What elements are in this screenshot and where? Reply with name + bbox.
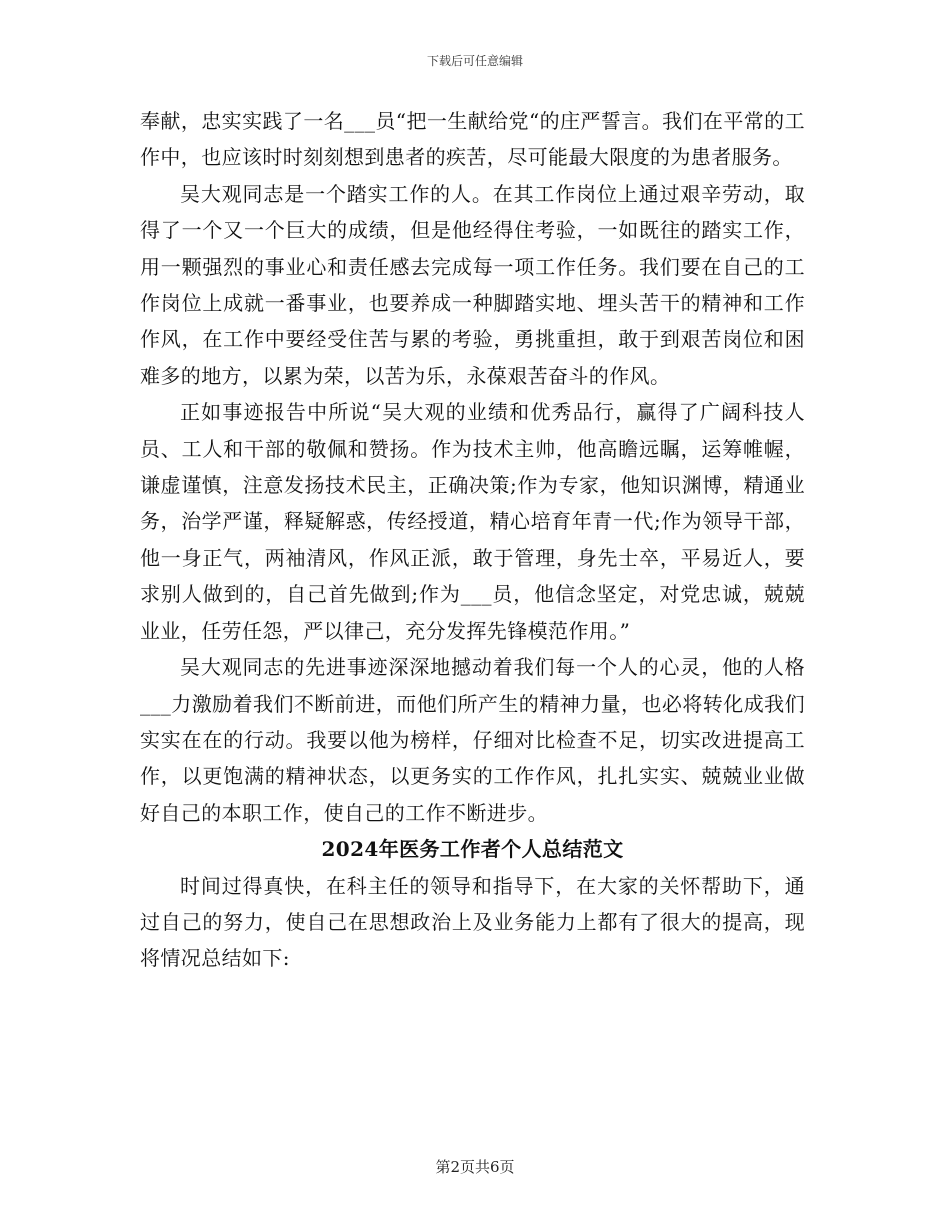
document-body xyxy=(140,103,805,977)
page-number: 第2页共6页 xyxy=(435,1158,515,1176)
section-title: 2024年医务工作者个人总结范文 xyxy=(321,837,624,862)
paragraph-inspiration: 吴大观同志的先进事迹深深地撼动着我们每一个人的心灵，他的人格___力激励着我们不断前进，而他们所产生的精神力量，也必将转化成我们实实在在的行动。我要以他为榜样，仔细对比检查不足，切实改进提高工作，以更饱满的精神状态，以更务实的工作作风，扎扎实实、兢兢业业做好自己的本职工作，使自己的工作不断进步。 xyxy=(140,655,805,825)
paragraph-continuation: 奉献，忠实实践了一名___员“把一生献给党“的庄严誓言。我们在平常的工作中，也应该时时刻刻想到患者的疾苦，尽可能最大限度的为患者服务。 xyxy=(140,109,805,170)
paragraph-practical-work: 吴大观同志是一个踏实工作的人。在其工作岗位上通过艰辛劳动，取得了一个又一个巨大的成绩，但是他经得住考验，一如既往的踏实工作，用一颗强烈的事业心和责任感去完成每一项工作任务。我们要在自己的工作岗位上成就一番事业，也要养成一种脚踏实地、埋头苦干的精神和工作作风，在工作中要经受住苦与累的考验，勇挑重担，敢于到艰苦岗位和困难多的地方，以累为荣，以苦为乐，永葆艰苦奋斗的作风。 xyxy=(140,181,805,388)
paragraph-summary-intro: 时间过得真快，在科主任的领导和指导下，在大家的关怀帮助下，通过自己的努力，使自己在思想政治上及业务能力上都有了很大的提高，现将情况总结如下: xyxy=(140,873,805,971)
page-header-note: 下载后可任意编辑 xyxy=(426,54,523,68)
paragraph-report-quote: 正如事迹报告中所说“吴大观的业绩和优秀品行，赢得了广阔科技人员、工人和干部的敬佩和赞扬。作为技术主帅，他高瞻远瞩，运筹帷幄，谦虚谨慎，注意发扬技术民主，正确决策;作为专家，他知识渊博，精通业务，治学严谨，释疑解惑，传经授道，精心培育年青一代;作为领导干部，他一身正气，两袖清风，作风正派，敢于管理，身先士卒，平易近人，要求别人做到的，自己首先做到;作为___员，他信念坚定，对党忠诚，兢兢业业，任劳任怨，严以律己，充分发挥先锋模范作用。” xyxy=(140,400,805,643)
